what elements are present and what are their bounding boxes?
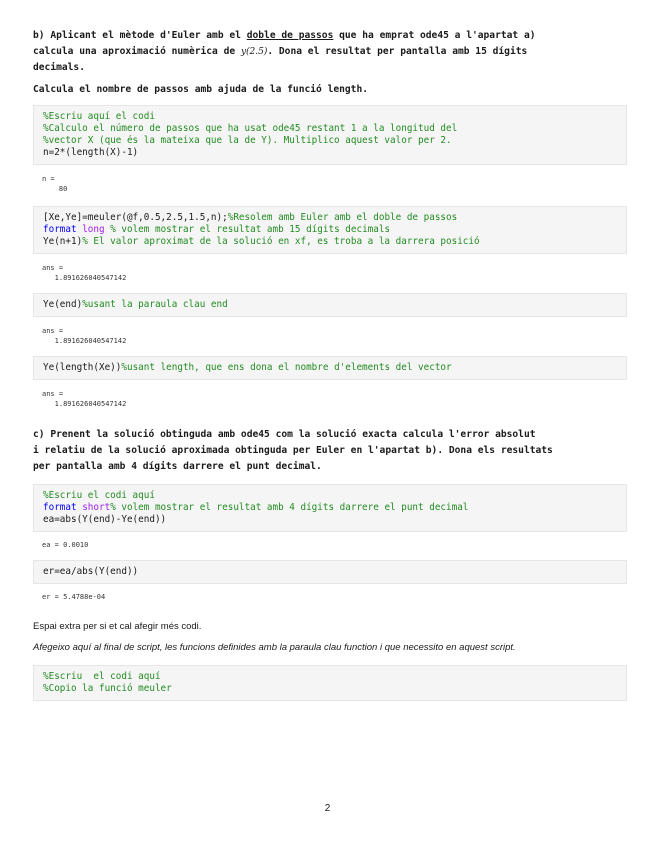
code-keyword: format (43, 224, 77, 235)
code-line: Ye(n+1) (43, 236, 83, 247)
code-cell-5[interactable] (33, 484, 627, 532)
code-comment: % volem mostrar el resultat amb 4 dígits darrere el punt decimal (110, 502, 469, 513)
output-1 (33, 175, 627, 194)
code-cell-4[interactable] (33, 356, 627, 380)
output-6: er = 5.4788e-04 (42, 592, 106, 601)
output-value: 1.891626040547142 (42, 336, 127, 345)
code-comment: %Copio la funció meuler (43, 683, 172, 694)
code-comment: %Resolem amb Euler amb el doble de passos (227, 212, 458, 223)
code-string: short (76, 502, 111, 513)
code-line: Ye(end) (43, 299, 83, 310)
underlined-phrase: doble de passos (246, 30, 334, 41)
section-b-text: b) Aplicant el mètode d'Euler amb el (33, 30, 247, 41)
section-b-text: calcula una aproximació numèrica de (33, 46, 241, 57)
code-comment: %Escriu el codi aquí (43, 671, 161, 682)
code-line: n=2*(length(X)-1) (43, 147, 139, 158)
code-comment: %vector X (que és la mateixa que la de Y). Multiplico aquest valor per 2. (43, 135, 452, 146)
output-label: ans = (42, 390, 64, 398)
code-keyword: format (43, 502, 77, 513)
output-5: ea = 0.0010 (42, 541, 89, 549)
code-line: Ye(length(Xe)) (43, 362, 122, 373)
code-comment: %Escriu el codi aquí (43, 490, 155, 501)
code-cell-6[interactable]: er=ea/abs(Y(end)) (33, 560, 627, 584)
section-b-line3: decimals. (33, 62, 85, 73)
code-cell-2[interactable] (33, 206, 627, 254)
code-cell-7[interactable] (33, 665, 627, 701)
section-c-line3: per pantalla amb 4 dígits darrere el punt decimal. (33, 461, 322, 472)
code-comment: %usant length, que ens dona el nombre d'elements del vector (121, 362, 452, 373)
section-b-instruction: Calcula el nombre de passos amb ajuda de la funció length. (33, 84, 369, 95)
section-b-text-end: que ha emprat ode45 a l'apartat a) (333, 30, 536, 41)
section-c-line1: c) Prenent la solució obtinguda amb ode45 com la solució exacta calcula l'error absolut (33, 429, 536, 440)
code-line: [Xe,Ye]=meuler(@f,0.5,2.5,1.5,n); (43, 212, 228, 223)
code-comment: % El valor aproximat de la solució en xf, es troba a la darrera posició (82, 236, 480, 247)
output-2 (33, 264, 627, 283)
page-number: 2 (324, 803, 331, 814)
section-b-line1 (33, 28, 627, 44)
code-cell-1[interactable] (33, 105, 627, 165)
code-comment: %Escriu aquí el codi (43, 111, 155, 122)
code-line: ea=abs(Y(end)-Ye(end)) (43, 514, 167, 525)
output-value: 80 (42, 184, 68, 193)
code-string: long (76, 224, 105, 235)
output-value: 1.891626040547142 (42, 399, 127, 408)
section-b-line2 (33, 44, 627, 60)
code-comment: %usant la paraula clau end (82, 299, 228, 310)
document-page (33, 28, 627, 701)
functions-note: Afegeixo aquí al final de script, les funcions definides amb la paraula clau function i que necessito en aquest script. (33, 642, 516, 653)
output-label: n = (42, 175, 55, 183)
code-comment: %Calculo el número de passos que ha usat ode45 restant 1 a la longitud del (43, 123, 458, 134)
output-value: 1.891626040547142 (42, 273, 127, 282)
output-3 (33, 327, 627, 346)
code-comment: % volem mostrar el resultat amb 15 dígits decimals (104, 224, 391, 235)
section-b-text-end: . Dona el resultat per pantalla amb 15 dígits (267, 46, 528, 57)
math-expression: y(2.5) (240, 47, 268, 57)
output-label: ans = (42, 327, 64, 335)
output-label: ans = (42, 264, 64, 272)
extra-space-note: Espai extra per si et cal afegir més codi. (33, 621, 202, 632)
section-c-line2: i relatiu de la solució aproximada obtinguda per Euler en l'apartat b). Dona els resultats (33, 445, 553, 456)
code-cell-3[interactable] (33, 293, 627, 317)
output-4 (33, 390, 627, 409)
